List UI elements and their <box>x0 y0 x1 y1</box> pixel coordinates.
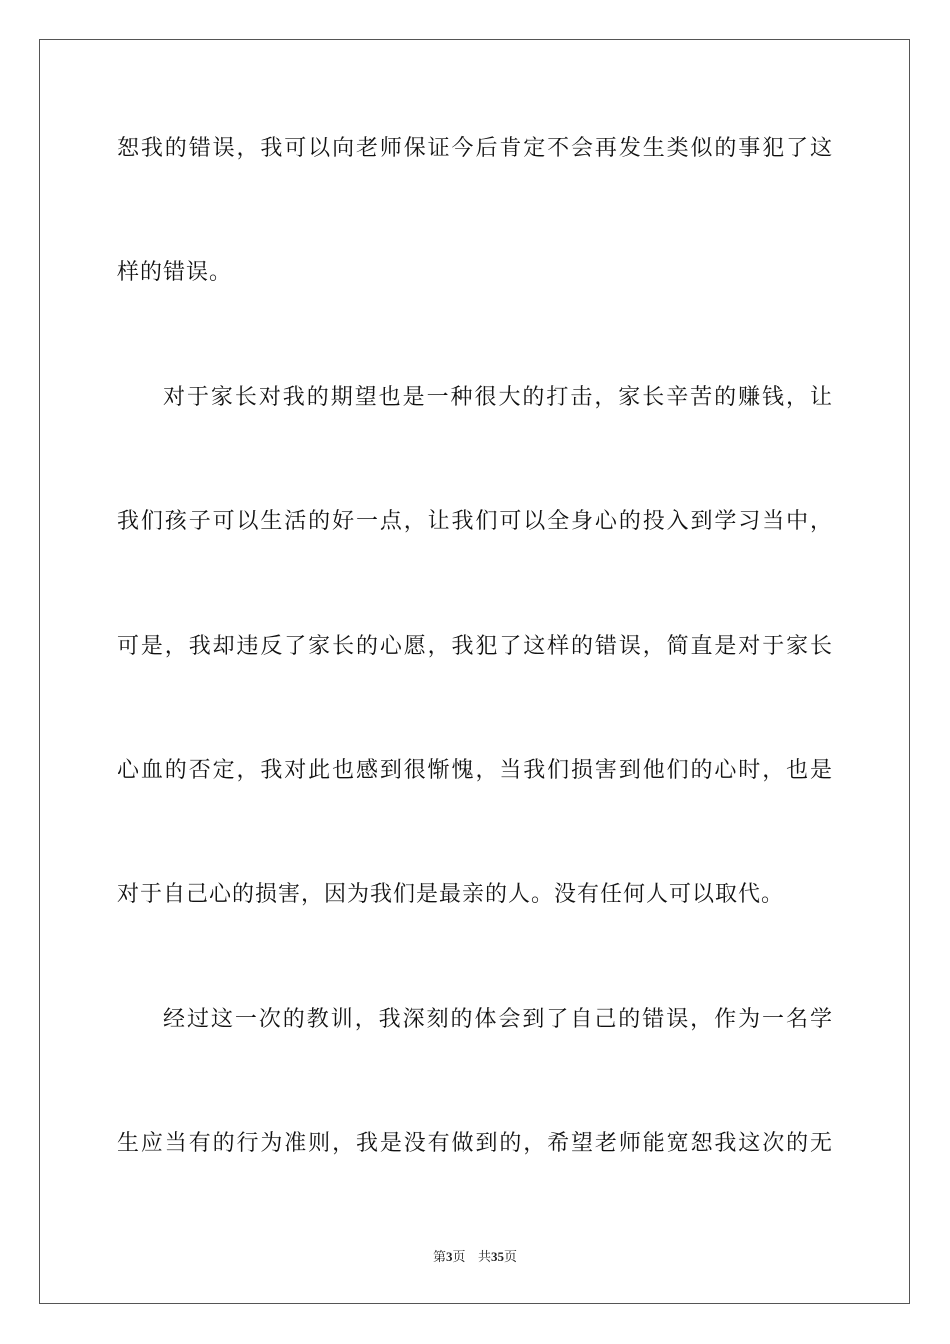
page-label-suffix: 页 <box>452 1250 466 1265</box>
text-line: 恕我的错误，我可以向老师保证今后肯定不会再发生类似的事犯了这 <box>117 136 833 161</box>
page-number: 3 <box>446 1249 453 1264</box>
total-label-suffix: 页 <box>503 1250 517 1265</box>
page-footer <box>0 1248 950 1267</box>
page-border <box>39 39 910 1304</box>
text-line: 可是，我却违反了家长的心愿，我犯了这样的错误，简直是对于家长 <box>117 634 833 659</box>
paragraph-first-line: 对于家长对我的期望也是一种很大的打击，家长辛苦的赚钱，让 <box>163 385 833 410</box>
text-line: 样的错误。 <box>117 260 233 285</box>
text-line: 生应当有的行为准则，我是没有做到的，希望老师能宽恕我这次的无 <box>117 1131 833 1156</box>
page-label-prefix: 第 <box>433 1250 447 1265</box>
total-pages: 35 <box>490 1249 504 1264</box>
text-line: 心血的否定，我对此也感到很惭愧，当我们损害到他们的心时，也是 <box>117 758 833 783</box>
total-label-prefix: 共 <box>477 1250 491 1265</box>
paragraph-first-line: 经过这一次的教训，我深刻的体会到了自己的错误，作为一名学 <box>163 1007 833 1032</box>
text-line: 我们孩子可以生活的好一点，让我们可以全身心的投入到学习当中， <box>117 509 833 534</box>
text-line: 对于自己心的损害，因为我们是最亲的人。没有任何人可以取代。 <box>117 882 785 907</box>
